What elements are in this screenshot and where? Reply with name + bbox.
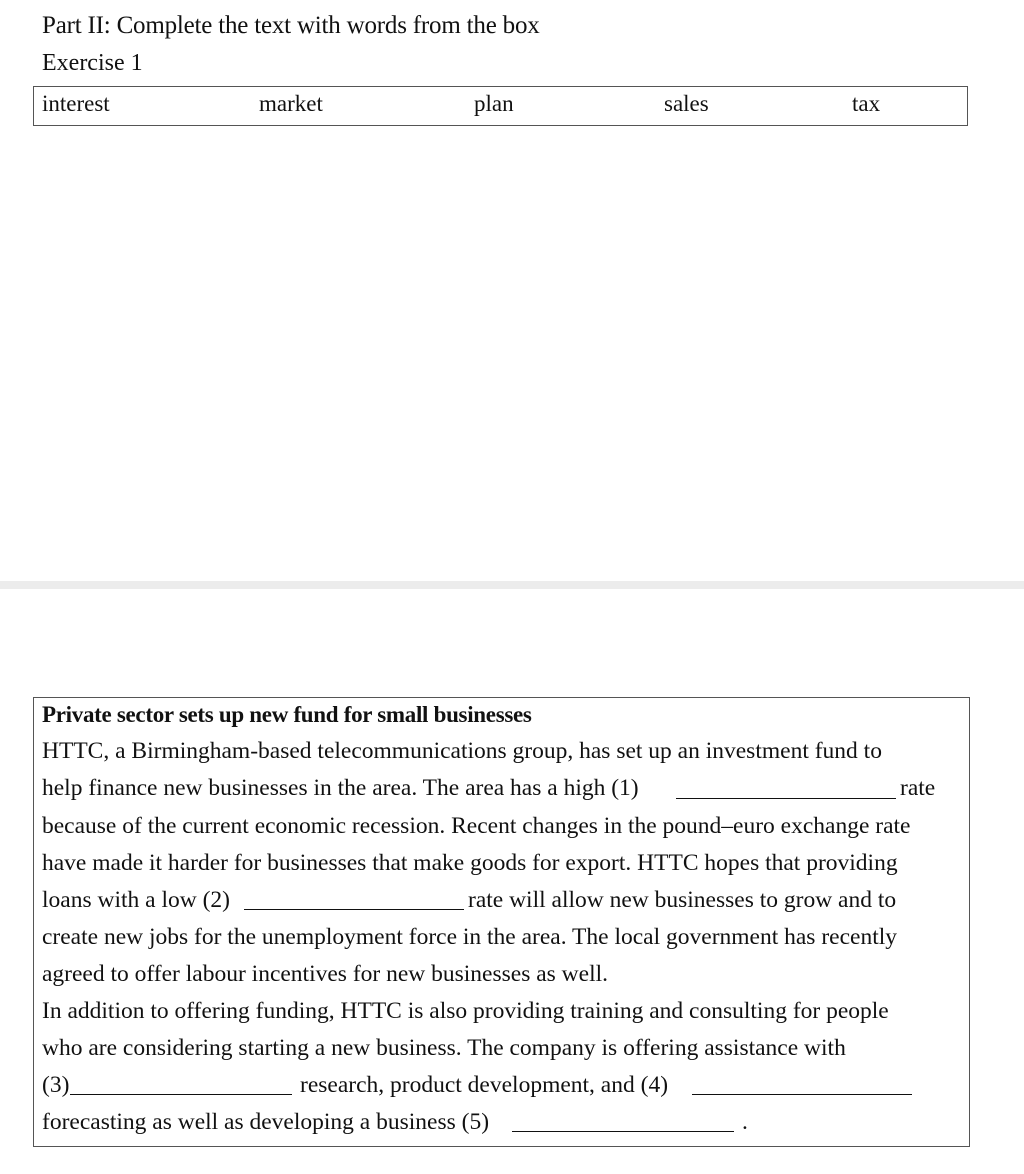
- article-line: loans with a low (2): [42, 887, 230, 913]
- word-box-item: market: [259, 91, 323, 116]
- article-line: have made it harder for businesses that make goods for export. HTTC hopes that providing: [42, 850, 898, 876]
- word-box: [33, 86, 968, 126]
- article-line: create new jobs for the unemployment force in the area. The local government has recently: [42, 924, 898, 950]
- article-line: who are considering starting a new business. The company is offering assistance with: [42, 1035, 846, 1061]
- blank-1[interactable]: [676, 798, 896, 799]
- article-line: forecasting as well as developing a business (5): [42, 1109, 490, 1135]
- blank-3[interactable]: [70, 1094, 292, 1095]
- part-title: Part II: Complete the text with words from the box: [42, 12, 540, 39]
- article-line: In addition to offering funding, HTTC is also providing training and consulting for people: [42, 998, 889, 1024]
- blank-5[interactable]: [512, 1131, 734, 1132]
- article-box: [33, 697, 970, 1147]
- article-line: help finance new businesses in the area. The area has a high (1): [42, 775, 639, 801]
- article-line: (3): [42, 1072, 70, 1098]
- page-separator: [0, 581, 1024, 589]
- word-box-item: tax: [852, 91, 881, 116]
- blank-2[interactable]: [244, 909, 464, 910]
- article-line: HTTC, a Birmingham-based telecommunications group, has set up an investment fund to: [42, 738, 882, 764]
- article-line-tail: rate: [900, 775, 936, 801]
- word-box-item: plan: [474, 91, 514, 116]
- article-line-tail: research, product development, and (4): [300, 1072, 669, 1098]
- word-box-item: sales: [664, 91, 709, 116]
- article-headline: Private sector sets up new fund for small businesses: [42, 702, 532, 727]
- article-line: agreed to offer labour incentives for new businesses as well.: [42, 961, 608, 987]
- exercise-title: Exercise 1: [42, 50, 143, 76]
- article-line-tail: rate will allow new businesses to grow and to: [468, 887, 897, 913]
- article-line: because of the current economic recession. Recent changes in the pound–euro exchange rate: [42, 813, 911, 839]
- article-line-tail: .: [742, 1109, 748, 1135]
- word-box-item: interest: [42, 91, 110, 116]
- blank-4[interactable]: [692, 1094, 912, 1095]
